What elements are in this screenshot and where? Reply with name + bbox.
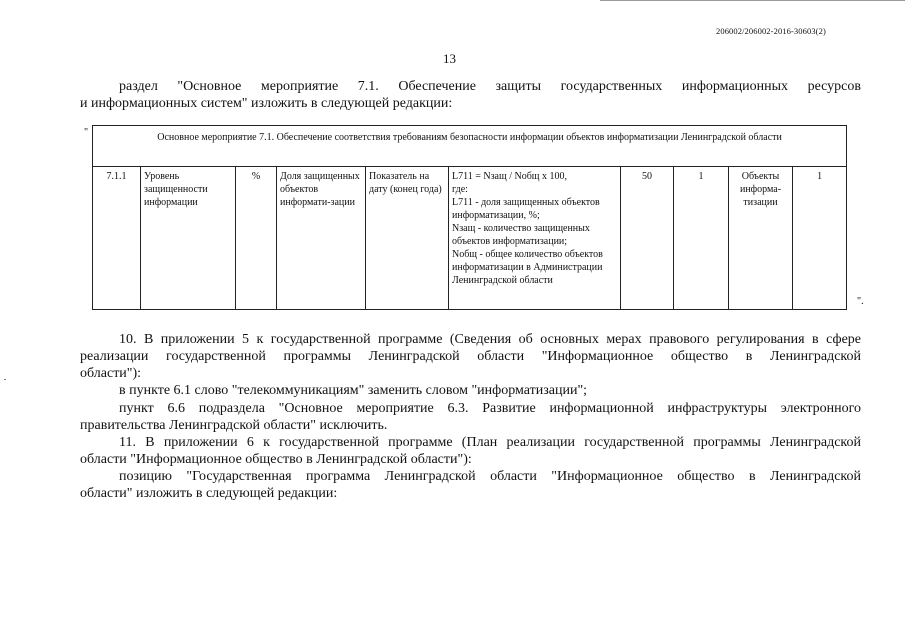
paragraph-10-item-b-line-2: правительства Ленинградской области" исключить. <box>80 418 388 433</box>
paragraph-11-item-a-line-1: позицию "Государственная программа Ленинградской области "Информационное общество в Ленинградской <box>119 469 861 484</box>
paragraph-11-item-a <box>80 468 861 502</box>
cell-formula <box>449 167 621 310</box>
paragraph-10-item-a-line: в пункте 6.1 слово "телекоммуникациям" заменить словом "информатизации"; <box>119 383 588 398</box>
top-edge-line <box>600 0 905 1</box>
formula-legend-1: L711 - доля защищенных объектов информатизации, %; <box>452 197 600 221</box>
paragraph-10-line-1: 10. В приложении 5 к государственной программе (Сведения об основных мерах правового регулирования в сфере <box>119 332 861 347</box>
formula-legend-2: Nзащ - количество защищенных объектов информатизации; <box>452 223 590 247</box>
cell-value-3: 1 <box>793 167 847 310</box>
table-header: Основное мероприятие 7.1. Обеспечение соответствия требованиям безопасности информации объектов информатизации Ленинградской области <box>93 126 847 167</box>
paragraph-10 <box>80 331 861 382</box>
paragraph-10-item-b <box>80 400 861 434</box>
opening-quote: " <box>84 127 89 138</box>
formula-where: где: <box>452 184 468 195</box>
document-number: 206002/206002-2016-30603(2) <box>716 26 826 36</box>
closing-quote: ". <box>857 296 864 307</box>
intro-line-2: и информационных систем" изложить в следующей редакции: <box>80 96 453 111</box>
cell-description: Доля защищенных объектов информати-зации <box>277 167 366 310</box>
cell-value-1: 50 <box>621 167 674 310</box>
cell-objects: Объекты информа-тизации <box>729 167 793 310</box>
table-row <box>93 167 847 310</box>
cell-number: 7.1.1 <box>93 167 141 310</box>
paragraph-11-line-2: области "Информационное общество в Ленинградской области"): <box>80 452 472 467</box>
cell-indicator-name: Уровень защищенности информации <box>141 167 236 310</box>
paragraph-11 <box>80 434 861 468</box>
formula-line: L711 = Nзащ / Nобщ x 100, <box>452 171 567 182</box>
paragraph-10-line-2: реализации государственной программы Ленинградской области "Информационное общество в Ленинградской <box>80 349 861 364</box>
paragraph-10-line-3: области"): <box>80 366 142 381</box>
page-number: 13 <box>443 51 456 66</box>
paragraph-11-item-a-line-2: области" изложить в следующей редакции: <box>80 486 338 501</box>
intro-line-1: раздел "Основное мероприятие 7.1. Обеспечение защиты государственных информационных ресурсов <box>119 79 861 94</box>
cell-unit: % <box>236 167 277 310</box>
paragraph-11-line-1: 11. В приложении 6 к государственной программе (План реализации государственной программы Ленинградской <box>119 435 861 450</box>
indicator-table <box>92 125 847 310</box>
formula-legend-3: Nобщ - общее количество объектов информатизации в Администрации Ленинградской области <box>452 249 603 286</box>
cell-value-2: 1 <box>674 167 729 310</box>
scan-margin-mark <box>4 379 6 380</box>
intro-paragraph <box>80 78 861 112</box>
paragraph-10-item-b-line-1: пункт 6.6 подраздела "Основное мероприятие 6.3. Развитие информационной инфраструктуры электронного <box>119 401 861 416</box>
cell-indicator-type: Показатель на дату (конец года) <box>366 167 449 310</box>
paragraph-10-item-a <box>80 382 861 399</box>
